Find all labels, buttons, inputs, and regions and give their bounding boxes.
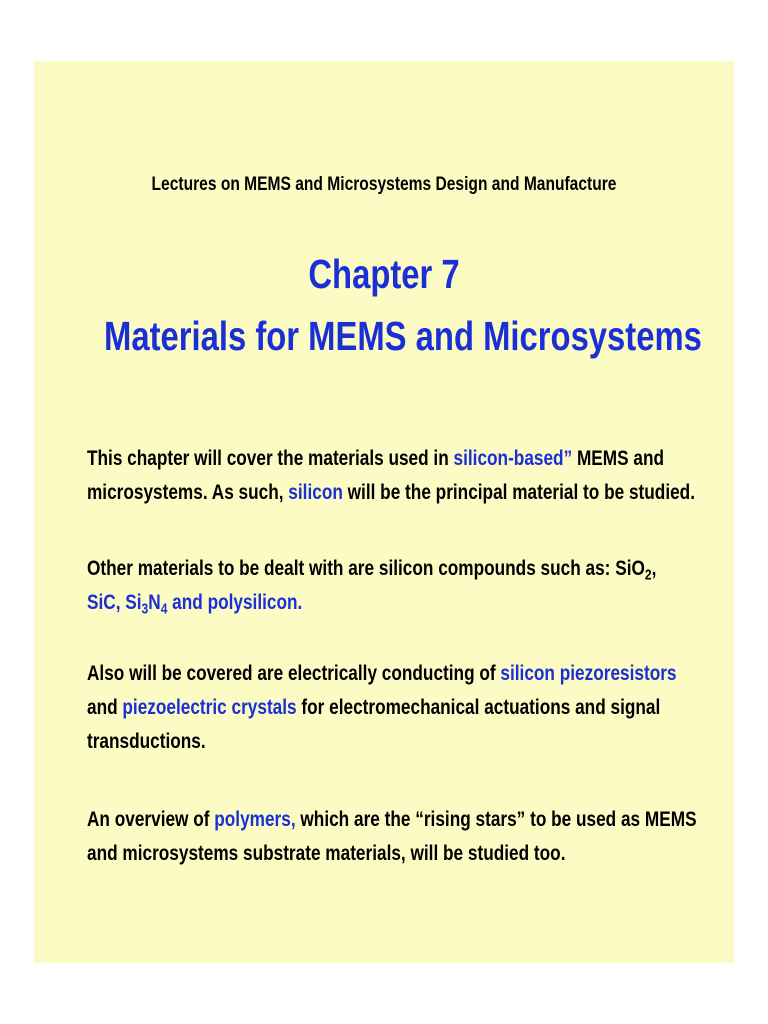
chapter-title: Materials for MEMS and Microsystems [104,313,702,359]
highlight-silicon-based: silicon-based” [453,447,573,470]
paragraph-polymers [87,803,718,871]
highlight-polymers: polymers, [214,808,296,831]
text-segment: MEMS and [572,447,665,470]
text-segment: and [87,696,123,719]
subscript: 2 [644,567,652,584]
text-segment: Also will be covered are electrically conducting of [87,662,501,685]
paragraph-piezo [87,657,718,759]
text-segment: N [148,591,161,614]
highlight-silicon: silicon [288,481,343,504]
highlight-compounds [87,591,303,618]
subscript: 4 [160,601,168,618]
slide [34,61,734,963]
text-segment: and microsystems substrate materials, will be studied too. [87,842,566,865]
text-segment: for electromechanical actuations and signal [296,696,661,719]
text-segment: transductions. [87,730,206,753]
text-segment: and polysilicon. [167,591,303,614]
paragraph-compounds [87,552,718,620]
text-segment: SiC, Si [87,591,142,614]
chapter-number: Chapter 7 [308,251,460,297]
course-title: Lectures on MEMS and Microsystems Design and Manufacture [151,174,617,195]
subscript: 3 [141,601,149,618]
text-segment: microsystems. As such, [87,481,289,504]
highlight-silicon-piezoresistors: silicon piezoresistors [500,662,677,685]
paragraph-scope [87,442,718,510]
text-segment: , [651,557,657,580]
text-segment: which are the “rising stars” to be used as MEMS [295,808,697,831]
text-segment: Other materials to be dealt with are silicon compounds such as: SiO [87,557,645,580]
highlight-piezoelectric-crystals: piezoelectric crystals [122,696,297,719]
text-segment: An overview of [87,808,215,831]
text-segment: will be the principal material to be studied. [342,481,695,504]
text-segment: This chapter will cover the materials used in [87,447,454,470]
